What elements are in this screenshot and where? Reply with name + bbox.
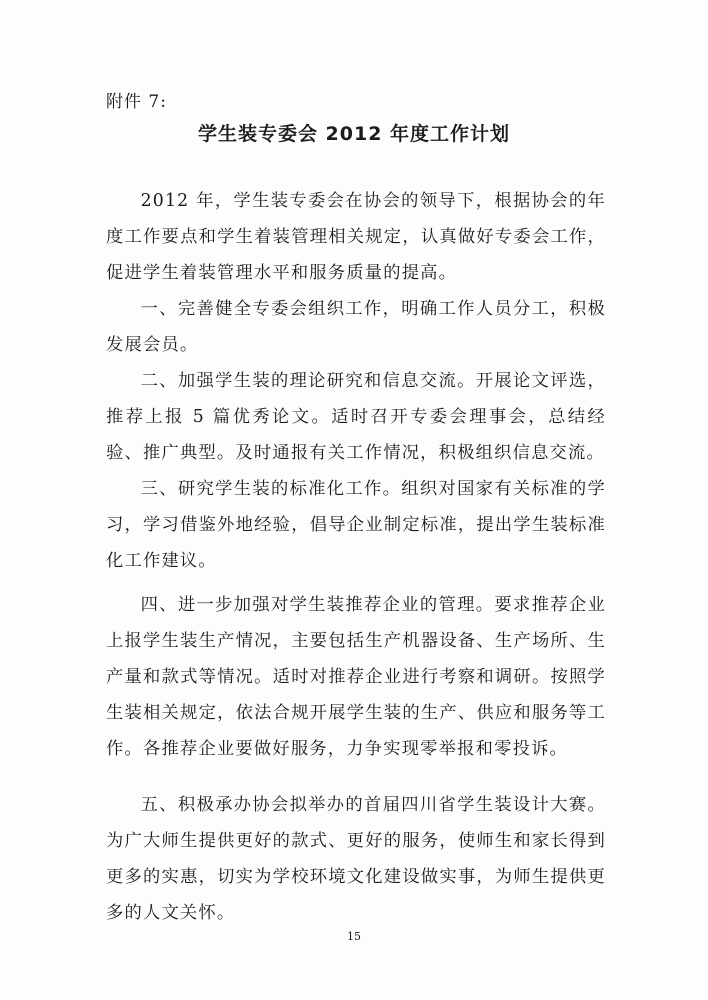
attachment-label: 附件 7: <box>106 92 167 112</box>
paragraph-item-5: 五、积极承办协会拟举办的首届四川省学生装设计大赛。为广大师生提供更好的款式、更好的服务，使师生和家长得到更多的实惠，切实为学校环境文化建设做实事，为师生提供更多的人文关怀。 <box>106 795 606 923</box>
paragraph-item-1: 一、完善健全专委会组织工作，明确工作人员分工，积极发展会员。 <box>106 299 606 355</box>
paragraph-item-4: 四、进一步加强对学生装推荐企业的管理。要求推荐企业上报学生装生产情况，主要包括生产机器设备、生产场所、生产量和款式等情况。适时对推荐企业进行考察和调研。按照学生装相关规定，依法合规开展学生装的生产、供应和服务等工作。各推荐企业要做好服务，力争实现零举报和零投诉。 <box>106 595 606 759</box>
paragraph-intro: 2012 年，学生装专委会在协会的领导下，根据协会的年度工作要点和学生着装管理相关规定，认真做好专委会工作，促进学生着装管理水平和服务质量的提高。 <box>106 191 606 283</box>
page-number: 15 <box>347 930 361 943</box>
paragraph-item-2: 二、加强学生装的理论研究和信息交流。开展论文评选，推荐上报 5 篇优秀论文。适时召开专委会理事会，总结经验、推广典型。及时通报有关工作情况，积极组织信息交流。 <box>106 371 606 463</box>
document-title: 学生装专委会 2012 年度工作计划 <box>197 123 511 145</box>
document-body <box>106 183 606 931</box>
paragraph-item-3: 三、研究学生装的标准化工作。组织对国家有关标准的学习，学习借鉴外地经验，倡导企业制定标准，提出学生装标准化工作建议。 <box>106 479 606 571</box>
